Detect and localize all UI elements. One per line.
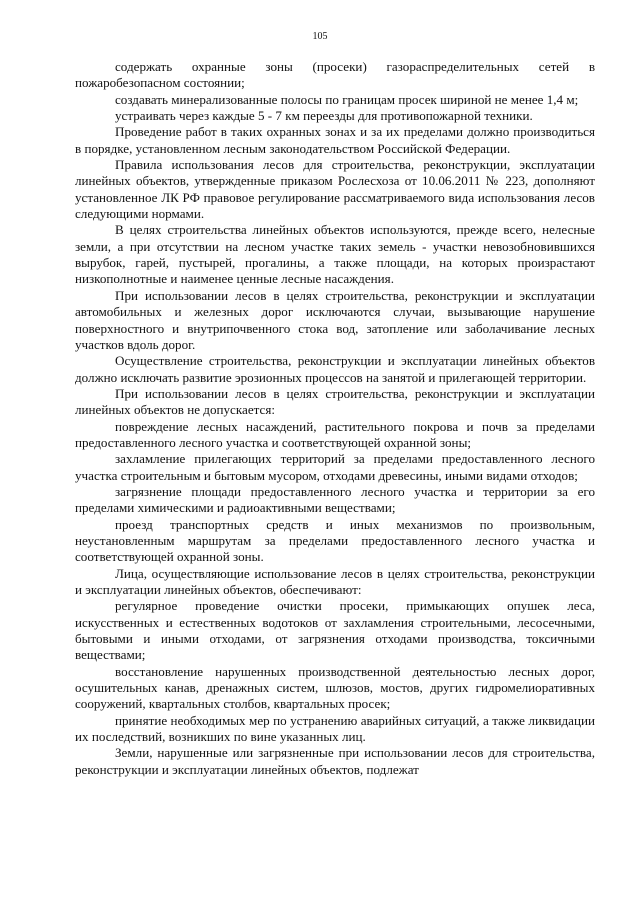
paragraph: проезд транспортных средств и иных механизмов по произвольным, неустановленным маршрутам за пределами предоставленного лесного участка и соответствующей охранной зоны. [75, 516, 595, 565]
paragraph: регулярное проведение очистки просеки, примыкающих опушек леса, искусственных и естественных водотоков от захламления строительными, лесосечными, бытовыми и иными отходами, от загрязнения отходами производства, токсичными веществами; [75, 598, 595, 663]
paragraph: захламление прилегающих территорий за пределами предоставленного лесного участка строительным и бытовым мусором, отходами древесины, иными видами отходов; [75, 451, 595, 483]
paragraph: В целях строительства линейных объектов используются, прежде всего, нелесные земли, а при отсутствии на лесном участке таких земель - участки невозобновившихся вырубок, гарей, пустырей, прогалины, а также площади, на которых произрастают низкополнотные и наименее ценные лесные насаждения. [75, 222, 595, 287]
paragraph: содержать охранные зоны (просеки) газораспределительных сетей в пожаробезопасном состоянии; [75, 59, 595, 91]
paragraph: Осуществление строительства, реконструкции и эксплуатации линейных объектов должно исключать развитие эрозионных процессов на занятой и прилегающей территории. [75, 353, 595, 385]
paragraph: загрязнение площади предоставленного лесного участка и территории за его пределами химическими и радиоактивными веществами; [75, 483, 595, 516]
page-number: 105 [312, 31, 328, 42]
paragraph: Земли, нарушенные или загрязненные при использовании лесов для строительства, реконструкции и эксплуатации линейных объектов, подлежат [75, 745, 595, 777]
paragraph: Лица, осуществляющие использование лесов в целях строительства, реконструкции и эксплуатации линейных объектов, обеспечивают: [75, 565, 595, 597]
paragraph: устраивать через каждые 5 - 7 км переезды для противопожарной техники. [115, 108, 533, 124]
paragraph: создавать минерализованные полосы по границам просек шириной не менее 1,4 м; [115, 91, 579, 107]
paragraph: При использовании лесов в целях строительства, реконструкции и эксплуатации линейных объектов не допускается: [75, 385, 595, 418]
paragraph: Правила использования лесов для строительства, реконструкции, эксплуатации линейных объектов, утвержденные приказом Рослесхоза от 10.06.2011 № 223, дополняют установленное ЛК РФ правовое регулирование рассматриваемого вида использования лесов следующими нормами. [75, 157, 595, 222]
paragraph: Проведение работ в таких охранных зонах и за их пределами должно производиться в порядке, установленном лесным законодательством Российской Федерации. [75, 124, 595, 156]
paragraph: принятие необходимых мер по устранению аварийных ситуаций, а также ликвидации их последствий, возникших по вине указанных лиц. [75, 712, 595, 745]
paragraph: повреждение лесных насаждений, растительного покрова и почв за пределами предоставленного лесного участка и соответствующей охранной зоны; [75, 418, 595, 450]
paragraph: восстановление нарушенных производственной деятельностью лесных дорог, осушительных канав, дренажных систем, шлюзов, мостов, других гидромелиоративных сооружений, квартальных столбов, квартальных просек; [75, 663, 595, 712]
paragraph: При использовании лесов в целях строительства, реконструкции и эксплуатации автомобильных и железных дорог исключаются случаи, вызывающие нарушение поверхностного и внутрипочвенного стока вод, затопление или заболачивание лесных участков вдоль дорог. [75, 287, 595, 352]
document-body [75, 59, 595, 778]
